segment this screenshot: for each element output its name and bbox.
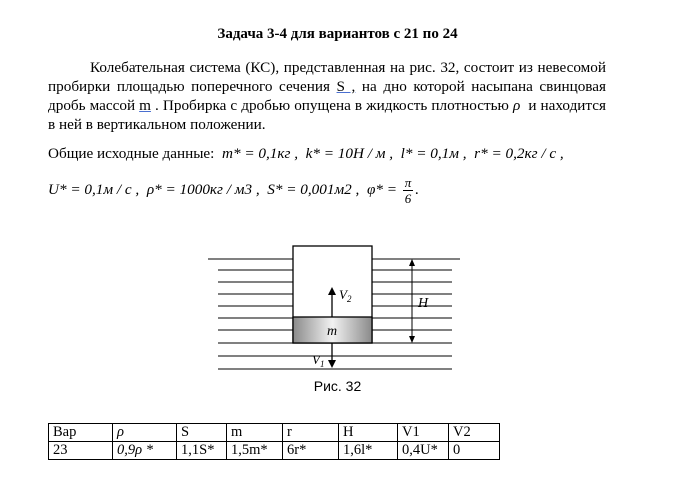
header-cell: m xyxy=(227,424,283,442)
given-l: l* = 0,1м , xyxy=(400,145,467,162)
table-cell: 1,6l* xyxy=(339,442,398,460)
phi-fraction: $\frac{\pi}{6}$ xyxy=(404,175,412,206)
desc-part1: Колебательная система (КС), представленная на рис. 32, состоит из невесомой пробирки площадью поперечного сечения xyxy=(48,59,606,95)
header-cell: V2 xyxy=(449,424,500,442)
header-cell: r xyxy=(283,424,339,442)
m-symbol: m xyxy=(139,97,151,114)
table-cell: 6r* xyxy=(283,442,339,460)
v1-label: $V_1$ xyxy=(312,352,325,369)
figure-caption: Рис. 32 xyxy=(313,378,362,394)
given-rho: ρ* = 1000кг / м3 , xyxy=(146,180,260,198)
header-cell: ρ xyxy=(113,424,177,442)
s-symbol: S , xyxy=(336,78,356,95)
table-cell: 1,5m* xyxy=(227,442,283,460)
given-m: m* = 0,1кг , xyxy=(221,145,298,162)
header-cell: S xyxy=(177,424,227,442)
table-row xyxy=(49,442,500,460)
header-cell: H xyxy=(339,424,398,442)
h-label: H xyxy=(418,296,429,311)
table-cell: 0,4U* xyxy=(398,442,449,460)
desc-part4: и находится в ней в вертикальном положении. xyxy=(48,97,606,133)
table-cell: 0 xyxy=(449,442,500,460)
table-cell: 1,1S* xyxy=(177,442,227,460)
table-cell: 23 xyxy=(49,442,113,460)
given-r: r* = 0,2кг / с , xyxy=(474,145,564,162)
given-phi: φ* = $\frac{\pi}{6}$ . xyxy=(366,175,420,206)
variant-table xyxy=(48,423,500,460)
table-header-row xyxy=(49,424,500,442)
rho-symbol: ρ xyxy=(512,97,521,114)
desc-part2: на дно которой насыпана свинцовая дробь массой xyxy=(48,78,606,114)
desc-part3: . Пробирка с дробью опущена в жидкость плотностью xyxy=(150,97,513,114)
header-cell: Вар xyxy=(49,424,113,442)
v2-label: $V_2$ xyxy=(339,287,352,304)
given-u: U* = 0,1м / с , xyxy=(48,180,140,198)
given-label: Общие исходные данные: xyxy=(48,145,215,162)
header-cell: V1 xyxy=(398,424,449,442)
mass-label: m xyxy=(327,324,338,339)
given-s: S* = 0,001м2 , xyxy=(267,180,360,198)
given-k: k* = 10H / м , xyxy=(305,145,394,162)
problem-title: Задача 3-4 для вариантов с 21 по 24 xyxy=(217,26,458,42)
table-cell: 0,9ρ * xyxy=(113,442,177,460)
